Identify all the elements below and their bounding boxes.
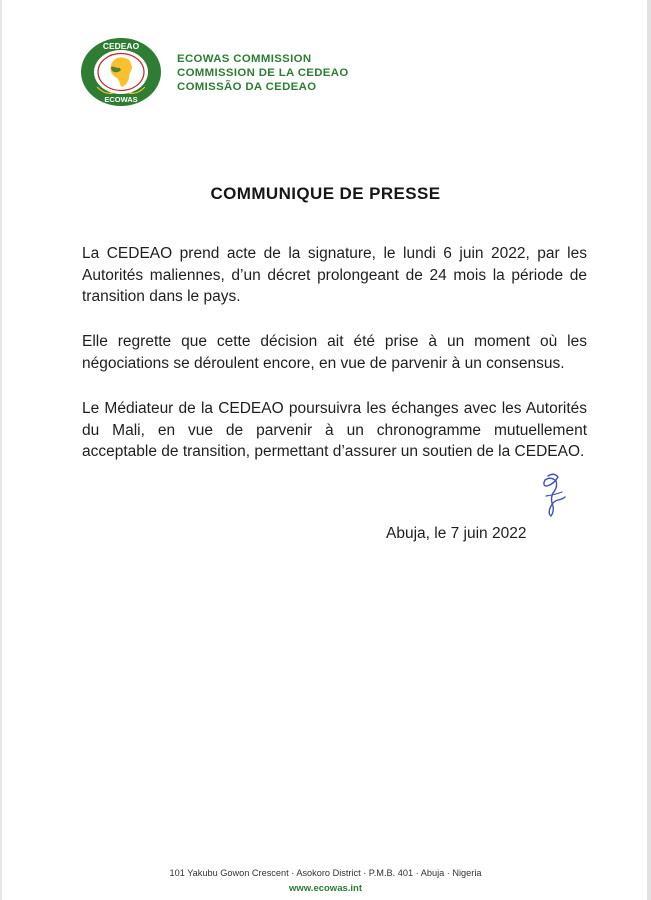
org-name-pt: COMISSÃO DA CEDEAO	[177, 81, 317, 93]
paragraph-2: Elle regrette que cette décision ait été prise à un moment où les négociations se déroulent encore, en vue de parvenir à un consensus.	[82, 333, 587, 372]
footer-address: 101 Yakubu Gowon Crescent · Asokoro District · P.M.B. 401 · Abuja · Nigeria	[169, 868, 482, 878]
paragraph-3: Le Médiateur de la CEDEAO poursuivra les échanges avec les Autorités du Mali, en vue de parvenir à un chronogramme mutuellement acceptable de transition, permettant d’assurer un soutien de la CEDEAO.	[82, 400, 587, 460]
paragraph-1: La CEDEAO prend acte de la signature, le lundi 6 juin 2022, par les Autorités maliennes, d’un décret prolongeant de 24 mois la période de transition dans le pays.	[82, 245, 587, 305]
organization-names	[177, 52, 349, 94]
handwritten-signature-icon	[532, 470, 572, 520]
page-edge-left	[0, 0, 2, 900]
page-edge-right	[647, 0, 651, 900]
org-name-en: ECOWAS COMMISSION	[177, 53, 312, 65]
org-name-fr: COMMISSION DE LA CEDEAO	[177, 67, 349, 79]
letterhead	[80, 37, 349, 107]
ecowas-logo-icon	[80, 37, 162, 107]
logo-text-top: CEDEAO	[102, 41, 140, 51]
footer-website-link[interactable]: www.ecowas.int	[288, 883, 363, 894]
document-title: COMMUNIQUE DE PRESSE	[210, 184, 441, 203]
logo-text-bottom: ECOWAS	[104, 95, 138, 104]
place-and-date: Abuja, le 7 juin 2022	[386, 525, 527, 542]
